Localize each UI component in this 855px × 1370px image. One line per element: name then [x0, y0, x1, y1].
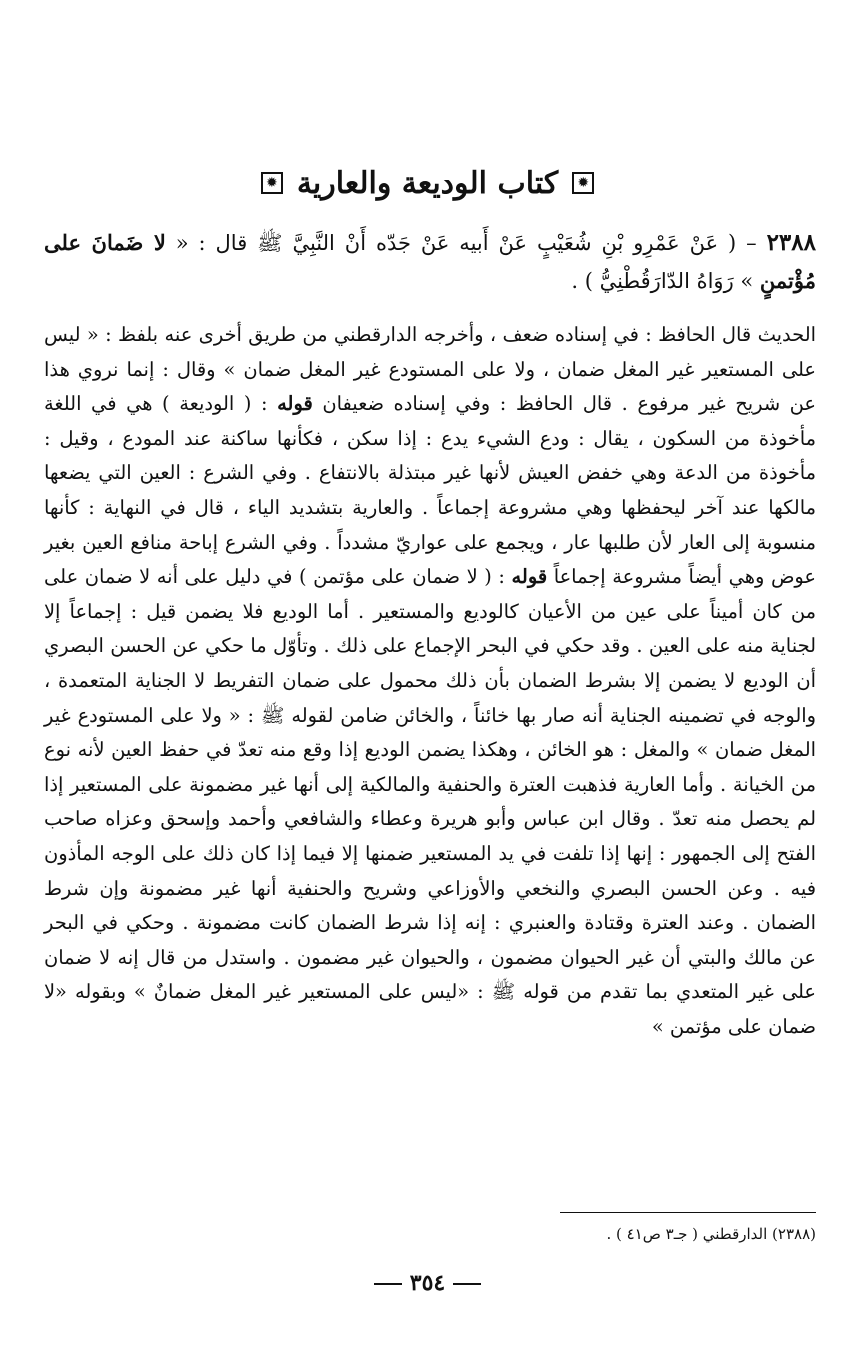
- hadith-separator: –: [736, 231, 767, 255]
- footnote: (٢٣٨٨) الدارقطني ( جـ٣ ص٤١ ) .: [606, 1225, 816, 1243]
- ornament-icon: ✹: [572, 172, 594, 194]
- commentary-part-1: الحديث قال الحافظ : في إسناده ضعف ، وأخرجه الدارقطني من طريق أخرى عنه بلفظ : « ليس على المستعير غير المغل ضمان ، ولا على المستودع غير المغل ضمان » وقال : إنما نروي هذا عن شريح غير مرفوع . قال الحافظ : وفي إسناده ضعيفان: [44, 323, 816, 416]
- page-number-dash: [374, 1283, 402, 1285]
- commentary-part-2: : ( الوديعة ) هي في اللغة مأخوذة من السكون ، يقال : ودع الشيء يدع : إذا سكن ، فكأنها ساكنة عند المودع ، وقيل : مأخوذة من الدعة وهي خفض العيش لأنها غير مبتذلة بالانتفاع . وفي الشرع : العين التي يضعها مالكها عند آخر ليحفظها وهي مشروعة إجماعاً . والعارية بتشديد الياء ، قال في النهاية : كأنها منسوبة إلى العار لأن طلبها عار ، ويجمع على عواريّ مشدداً . وفي الشرع إباحة منافع العين بغير عوض وهي أيضاً مشروعة إجماعاً: [44, 392, 816, 589]
- hadith-source: » رَوَاهُ الدّارَقُطْنِيُّ ) .: [571, 269, 760, 293]
- qawluhu-marker: قوله: [277, 392, 313, 416]
- qawluhu-marker: قوله: [511, 565, 548, 589]
- hadith-text: [44, 224, 816, 300]
- page-number-dash: [453, 1283, 481, 1285]
- page-number-row: [0, 1270, 855, 1296]
- commentary-part-3: : ( لا ضمان على مؤتمن ) في دليل على أنه لا ضمان على من كان أميناً على عين من الأعيان كالوديع والمستعير . أما الوديع فلا يضمن قيل : إجماعاً إلا لجناية منه على العين . وقد حكي في البحر الإجماع على ذلك . وتأوّل ما حكي عن الحسن البصري أن الوديع لا يضمن إلا بشرط الضمان بأن ذلك محمول على ضمان التفريط لا الجناية المتعمدة ، والوجه في تضمينه الجناية أنه صار بها خائناً ، والخائن ضامن لقوله ﷺ : « ولا على المستودع غير المغل ضمان » والمغل : هو الخائن ، وهكذا يضمن الوديع إذا وقع منه تعدّ في حفظ العين لأنه نوع من الخيانة . وأما العارية فذهبت العترة والحنفية والمالكية إلى أنها غير مضمونة على المستعير إذا لم يحصل منه تعدّ . وقال ابن عباس وأبو هريرة وعطاء والشافعي وأحمد وإسحق وعزاه صاحب الفتح إلى الجمهور : إنها إذا تلفت في يد المستعير ضمنها إلا فيما إذا كان ذلك على الوجه المأذون فيه . وعن الحسن البصري والنخعي والأوزاعي وشريح والحنفية أنها غير مضمونة وإن شرط الضمان . وعند العترة وقتادة والعنبري : إنه إذا شرط الضمان كانت مضمونة . وحكي في البحر عن مالك والبتي أن غير الحيوان مضمون ، والحيوان غير مضمون . واستدل من قال إنه لا ضمان على غير المتعدي بما تقدم من قوله ﷺ : «ليس على المستعير غير المغل ضمانٌ » وبقوله «لا ضمان على مؤتمن »: [44, 565, 816, 1038]
- hadith-intro: ( عَنْ عَمْرِو بْنِ شُعَيْبٍ عَنْ أَبيه عَنْ جَدّه أَنْ النَّبِيَّ ﷺ قال : «: [165, 231, 737, 255]
- chapter-title: كتاب الوديعة والعارية: [296, 165, 559, 201]
- page-number: ٣٥٤: [409, 1270, 446, 1296]
- ornament-icon: ✹: [261, 172, 283, 194]
- chapter-heading: [0, 158, 855, 208]
- hadith-matn: لا ضَمانَ على مُؤْتمنٍ: [44, 230, 816, 293]
- footnote-divider: [560, 1212, 816, 1213]
- commentary-text: [44, 318, 816, 1044]
- hadith-number: ٢٣٨٨: [766, 229, 816, 256]
